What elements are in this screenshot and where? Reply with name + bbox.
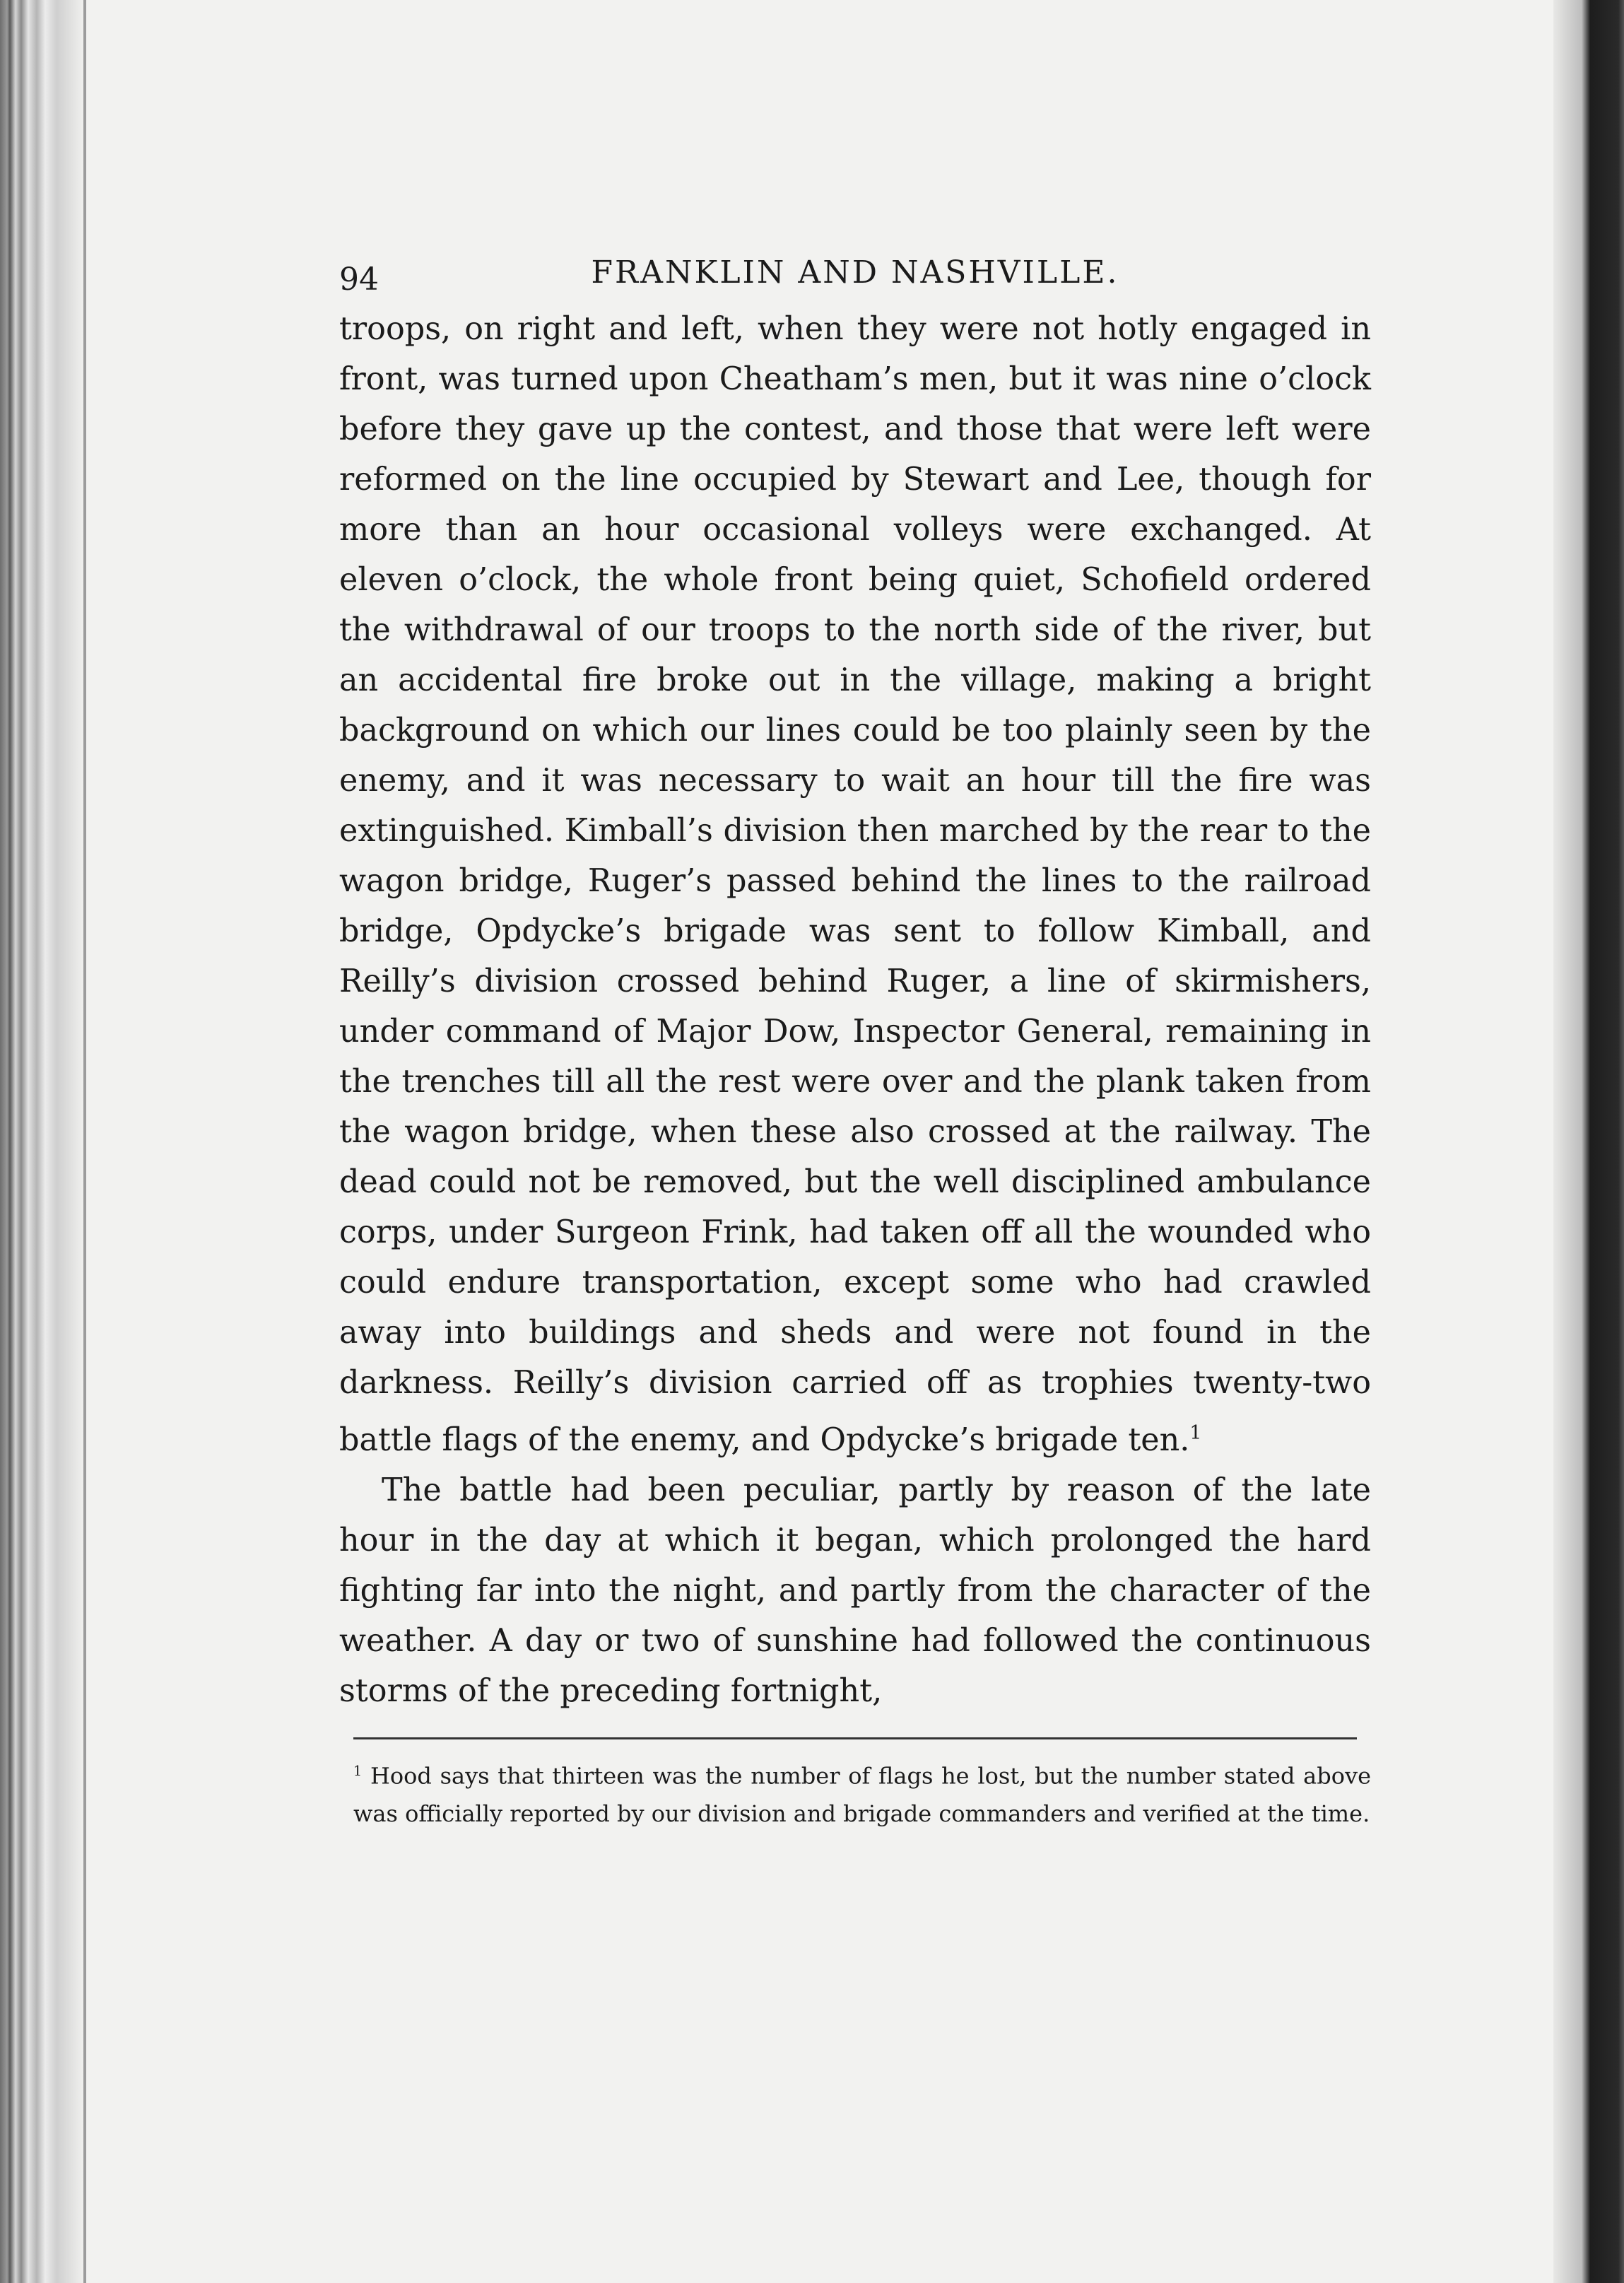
book-page — [339, 240, 1371, 1833]
running-head — [339, 240, 1371, 304]
page-number: 94 — [339, 262, 379, 298]
running-title: FRANKLIN AND NASHVILLE. — [591, 254, 1119, 290]
footnote-text: Hood says that thirteen was the number of flags he lost, but the number stated above was officially reported by our division and brigade commanders and verified at the time. — [353, 1762, 1372, 1828]
body-text — [339, 304, 1371, 1716]
gutter-line — [83, 0, 86, 2283]
footnote-reference: 1 — [1189, 1422, 1202, 1444]
book-gutter-edge — [0, 0, 85, 2283]
page-right-edge — [1553, 0, 1624, 2283]
paragraph-2: The battle had been peculiar, partly by reason of the late hour in the day at which it began, which prolonged the hard fighting far into the night, and partly from the character of the weather. A day or two of sunshine had followed the continuous storms of the preceding fortnight, — [339, 1472, 1371, 1709]
paragraph-1 — [339, 304, 1371, 1465]
footnote-divider — [353, 1737, 1357, 1739]
paragraph-1-text: troops, on right and left, when they were not hotly engaged in front, was turned upon Cheatham’s men, but it was nine o’clock before they gave up the contest, and those that were left were reformed on the line occupied by Stewart and Lee, though for more than an hour occasional volleys were exchanged. At eleven o’clock, the whole front being quiet, Schofield ordered the withdrawal of our troops to the north side of the river, but an accidental fire broke out in the village, making a bright background on which our lines could be too plainly seen by the enemy, and it was necessary to wait an hour till the fire was extinguished. Kimball’s division then marched by the rear to the wagon bridge, Ruger’s passed behind the lines to the railroad bridge, Opdycke’s brigade was sent to follow Kimball, and Reilly’s division crossed behind Ruger, a line of skirmishers, under command of Major Dow, Inspector General, remaining in the trenches till all the rest were over and the plank taken from the wagon bridge, when these also crossed at the railway. The dead could not be removed, but the well disciplined ambulance corps, under Surgeon Frink, had taken off all the wounded who could endure transportation, except some who had crawled away into buildings and sheds and were not found in the darkness. Reilly’s division carried off as trophies twenty-two battle flags of the enemy, and Opdycke’s brigade ten. — [339, 311, 1371, 1458]
footnote-marker: 1 — [353, 1762, 363, 1779]
footnote — [339, 1752, 1371, 1833]
